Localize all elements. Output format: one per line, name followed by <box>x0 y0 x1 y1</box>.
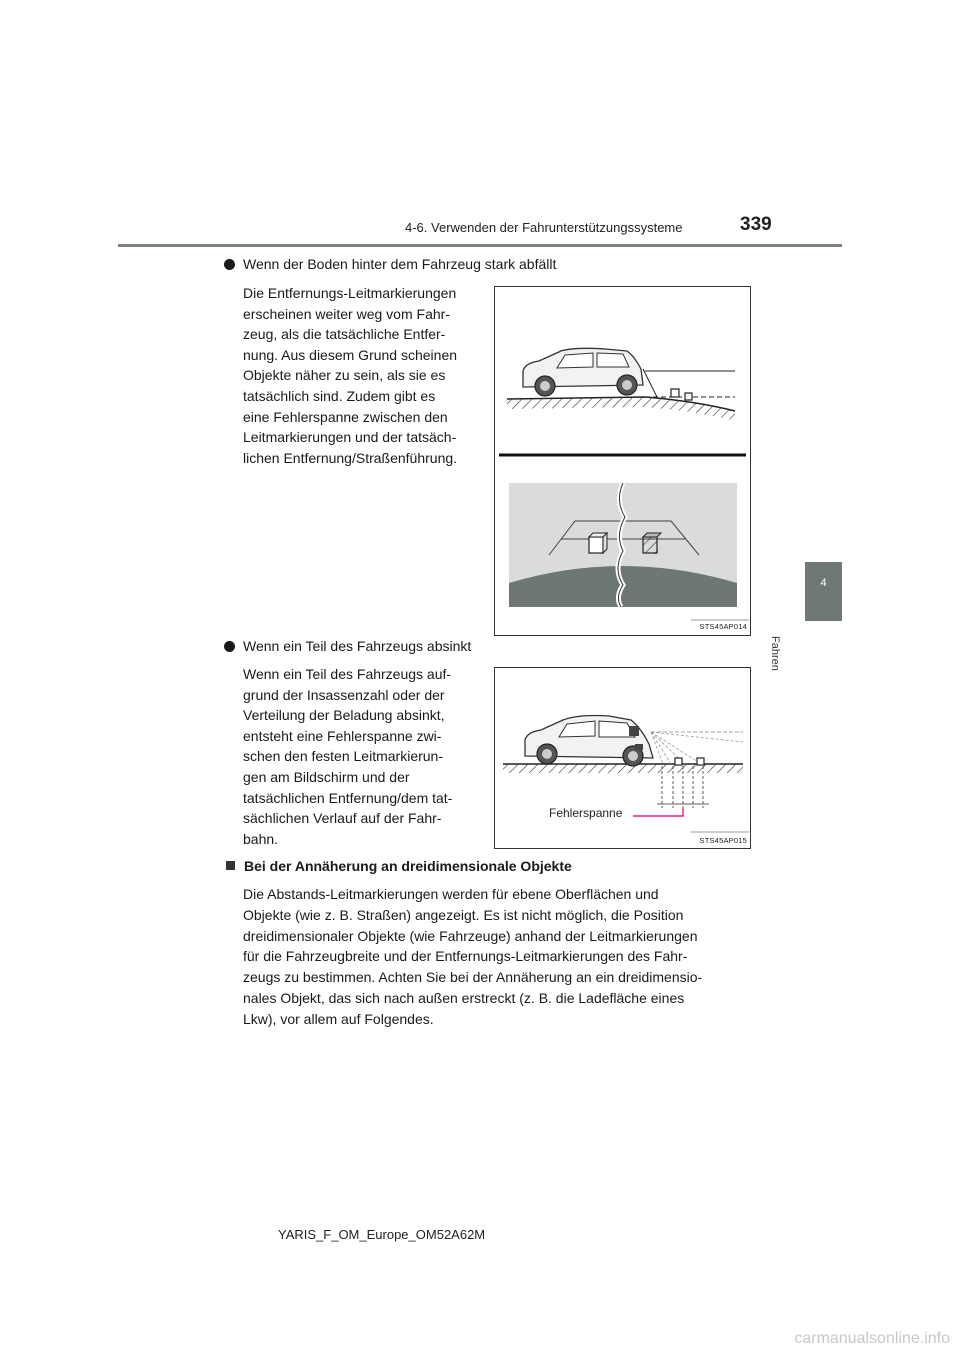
text-line: Wenn ein Teil des Fahrzeugs auf- <box>243 666 452 682</box>
text-line: Objekte (wie z. B. Straßen) angezeigt. Es ist nicht möglich, die Position <box>243 906 684 923</box>
text-line: Leitmarkierungen und der tatsäch- <box>243 429 457 446</box>
text-line: zeug, als die tatsächliche Entfer- <box>243 326 446 343</box>
text-line: Die Abstands-Leitmarkierungen werden für ebene Oberflächen und <box>243 886 659 902</box>
car-icon <box>523 348 643 396</box>
text-line: eine Fehlerspanne zwischen den <box>243 408 448 425</box>
page-number: 339 <box>740 214 772 235</box>
bullet-dot-icon <box>224 641 235 652</box>
document-footer: YARIS_F_OM_Europe_OM52A62M <box>278 1227 486 1242</box>
bullet-dot-icon <box>224 259 235 270</box>
chapter-label: Fahren <box>769 636 781 671</box>
text-line: sächlichen Verlauf auf der Fahr- <box>243 810 442 827</box>
text-line: schen den festen Leitmarkierun- <box>243 748 443 765</box>
bullet-1-text <box>243 283 476 468</box>
figure-slope <box>494 286 751 636</box>
section-title: 4-6. Verwenden der Fahrunterstützungssysteme <box>405 220 683 235</box>
figure-code: STS45AP014 <box>699 622 747 631</box>
header-rule <box>118 244 842 247</box>
text-line: zeugs zu bestimmen. Achten Sie bei der Annäherung an ein dreidimensio- <box>243 969 703 986</box>
subsection-heading: Bei der Annäherung an dreidimensionale Objekte <box>244 858 572 874</box>
chapter-number: 4 <box>820 577 827 589</box>
text-line: tatsächlichen Entfernung/dem tat- <box>243 789 453 806</box>
text-line: nung. Aus diesem Grund scheinen <box>243 346 458 363</box>
text-line: dreidimensionaler Objekte (wie Fahrzeuge) anhand der Leitmarkierungen <box>243 927 698 944</box>
watermark: carmanualsonline.info <box>794 1330 950 1347</box>
text-line: nales Objekt, das sich nach außen erstreckt (z. B. die Ladefläche eines <box>243 989 685 1006</box>
figure-code: STS45AP015 <box>699 836 747 845</box>
text-line: bahn. <box>243 830 279 847</box>
text-line: grund der Insassenzahl oder der <box>243 686 445 703</box>
text-line: gen am Bildschirm und der <box>243 768 410 785</box>
text-line: tatsächlich sind. Zudem gibt es <box>243 387 436 404</box>
text-line: Objekte näher zu sein, als sie es <box>243 367 446 384</box>
text-line: Lkw), vor allem auf Folgendes. <box>243 1010 434 1027</box>
subsection-text <box>243 884 743 1030</box>
bullet-2-title-row <box>224 638 471 654</box>
text-line: für die Fahrzeugbreite und der Entfernungs-Leitmarkierungen des Fahr- <box>243 948 688 965</box>
text-line: lichen Entfernung/Straßenführung. <box>243 449 458 466</box>
slope-illustration <box>495 287 750 635</box>
bullet-1-title: Wenn der Boden hinter dem Fahrzeug stark abfällt <box>243 256 557 272</box>
chapter-tab <box>805 562 842 621</box>
camera-view <box>509 483 737 607</box>
subsection-heading-row <box>226 858 572 874</box>
figure-sinking <box>494 667 751 849</box>
square-bullet-icon <box>226 861 235 870</box>
text-line: Verteilung der Beladung absinkt, <box>243 707 445 724</box>
error-margin-label: Fehlerspanne <box>549 806 623 820</box>
sinking-illustration <box>495 668 750 848</box>
text-line: entsteht eine Fehlerspanne zwi- <box>243 727 442 744</box>
bullet-2-text <box>243 664 476 849</box>
bullet-1-title-row <box>224 256 556 272</box>
text-line: erscheinen weiter weg vom Fahr- <box>243 305 450 322</box>
text-line: Die Entfernungs-Leitmarkierungen <box>243 285 457 301</box>
bullet-2-title: Wenn ein Teil des Fahrzeugs absinkt <box>243 638 472 654</box>
car-icon <box>525 716 653 767</box>
